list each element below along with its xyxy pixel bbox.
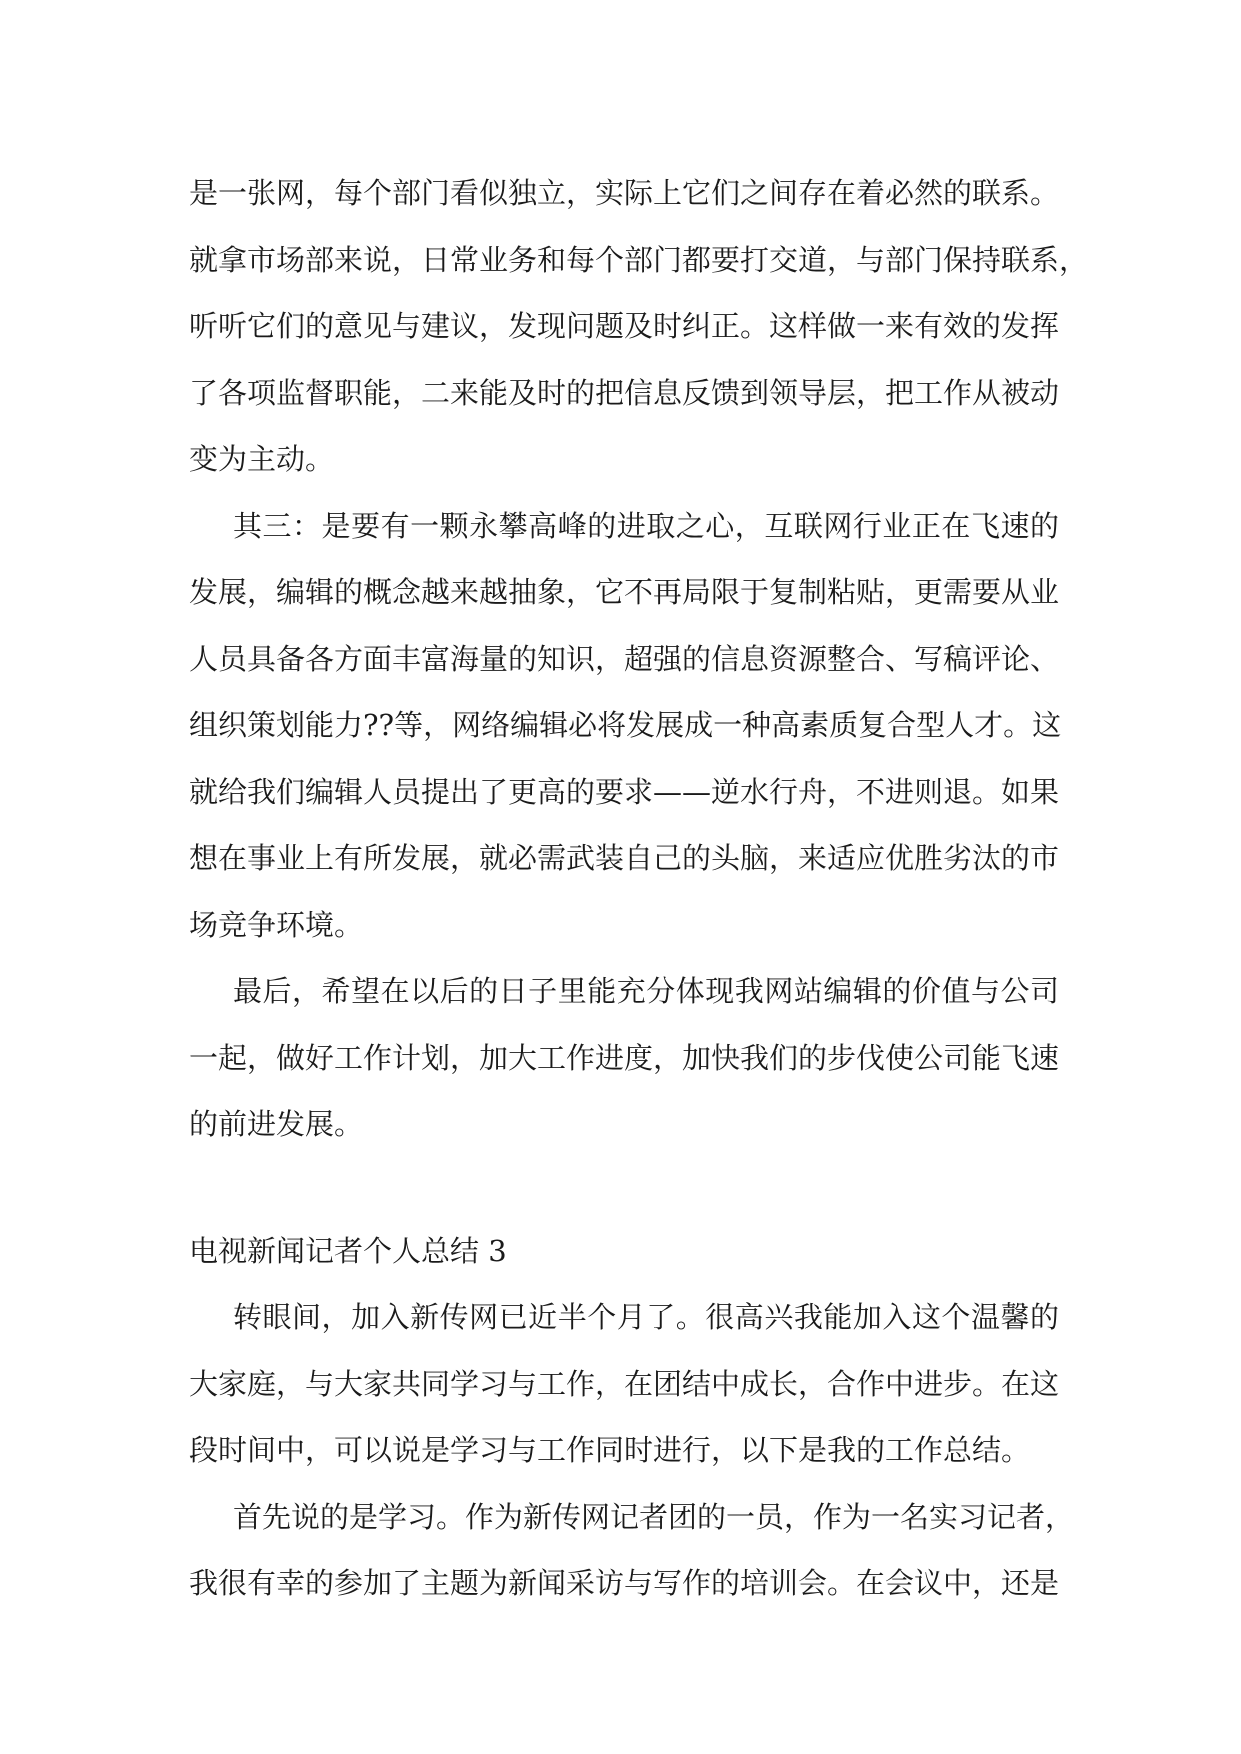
paragraph (189, 958, 1059, 1158)
document-body (189, 160, 1089, 1617)
text-line: 人员具备各方面丰富海量的知识，超强的信息资源整合、写稿评论、 (189, 641, 1060, 676)
paragraph (189, 493, 1062, 959)
text-line: 听听它们的意见与建议，发现问题及时纠正。这样做一来有效的发挥 (189, 309, 1060, 343)
text-line: 大家庭，与大家共同学习与工作，在团结中成长，合作中进步。在这 (189, 1366, 1060, 1401)
text-line: 是一张网，每个部门看似独立，实际上它们之间存在着必然的联系。 (189, 176, 1060, 210)
text-line: 一起，做好工作计划，加大工作进度，加快我们的步伐使公司能飞速 (189, 1040, 1060, 1075)
text-line: 段时间中，可以说是学习与工作同时进行，以下是我的工作总结。 (189, 1433, 1031, 1467)
paragraph (189, 1284, 1059, 1484)
text-line: 我很有幸的参加了主题为新闻采访与写作的培训会。在会议中，还是 (189, 1566, 1060, 1600)
text-line: 发展，编辑的概念越来越抽象，它不再局限于复制粘贴，更需要从业 (189, 575, 1060, 609)
text-line: 转眼间，加入新传网已近半个月了。很高兴我能加入这个温馨的 (233, 1300, 1059, 1334)
paragraph (189, 1484, 1075, 1617)
text-line: 就给我们编辑人员提出了更高的要求——逆水行舟，不进则退。如果 (189, 774, 1060, 809)
text-line: 想在事业上有所发展，就必需武装自己的头脑，来适应优胜劣汰的市 (189, 841, 1060, 875)
paragraph (189, 160, 1089, 493)
text-line: 了各项监督职能，二来能及时的把信息反馈到领导层，把工作从被动 (189, 375, 1060, 410)
text-line: 就拿市场部来说，日常业务和每个部门都要打交道，与部门保持联系， (189, 242, 1089, 277)
text-line: 变为主动。 (189, 442, 335, 476)
text-line: 场竞争环境。 (189, 907, 364, 942)
section-title: 电视新闻记者个人总结 3 (189, 1233, 507, 1268)
section-spacer (189, 1158, 1059, 1218)
text-line: 最后，希望在以后的日子里能充分体现我网站编辑的价值与公司 (233, 974, 1059, 1008)
text-line: 其三：是要有一颗永攀高峰的进取之心，互联网行业正在飞速的 (233, 508, 1059, 543)
text-line: 的前进发展。 (189, 1107, 364, 1141)
text-line: 组织策划能力??等，网络编辑必将发展成一种高素质复合型人才。这 (189, 708, 1062, 742)
text-line: 首先说的是学习。作为新传网记者团的一员，作为一名实习记者， (233, 1499, 1075, 1534)
